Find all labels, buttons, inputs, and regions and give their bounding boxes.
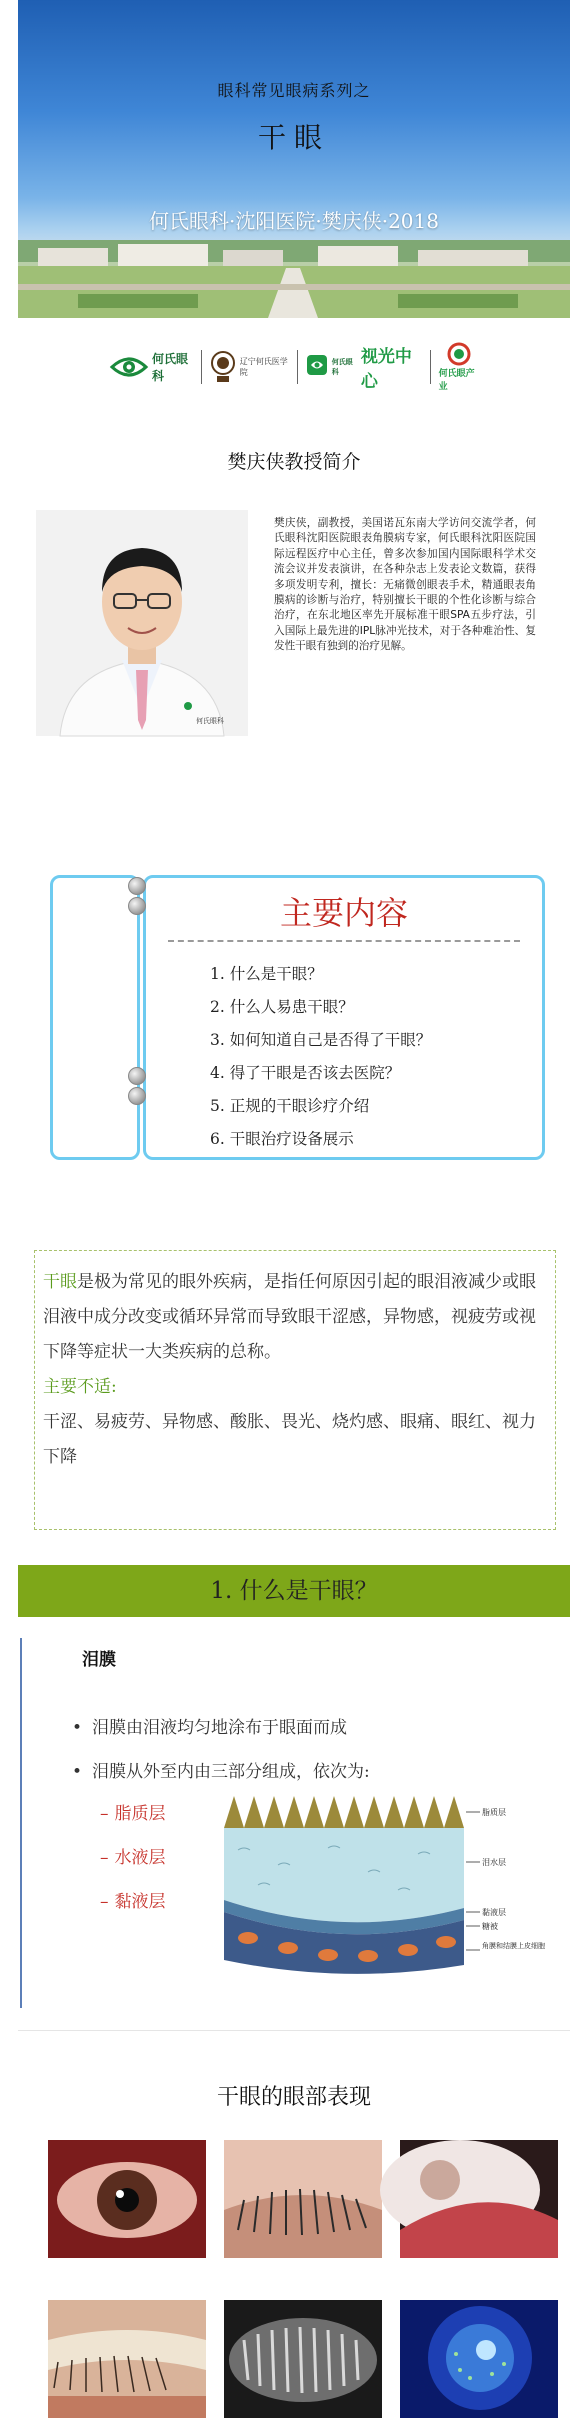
diagram-label: 脂质层 [482, 1808, 506, 1817]
layer-item: – 水液层 [100, 1836, 166, 1880]
manifestations-heading: 干眼的眼部表现 [216, 2085, 371, 2110]
tear-film-bullets [72, 1706, 370, 1794]
logo-small-label: 何氏眼科 [331, 358, 353, 376]
contents-item: 5. 正规的干眼诊疗介绍 [210, 1097, 370, 1115]
logo-label: 视光中心 [360, 347, 412, 392]
bullet-item: • 泪膜从外至内由三部分组成，依次为: [72, 1750, 370, 1794]
logo-label: 何氏眼产业 [438, 368, 475, 392]
eye-photo-red-eye [48, 2140, 206, 2258]
section-separator [18, 2030, 570, 2031]
eye-photo-lid-margin [48, 2300, 206, 2418]
professor-heading: 樊庆侠教授简介 [227, 451, 361, 473]
definition-text: 是极为常见的眼外疾病，是指任何原因引起的眼泪液减少或眼泪液中成分改变或循环异常而导致眼干涩感，异物感，视疲劳或视下降等症状一大类疾病的总称。 [43, 1272, 536, 1362]
hero-subtitle: 何氏眼科·沈阳医院·樊庆侠·2018 [149, 209, 439, 233]
diagram-label: 泪水层 [482, 1858, 506, 1867]
binder-ring-icon [128, 1067, 146, 1085]
logo-divider [201, 350, 202, 384]
binder-ring-icon [128, 1087, 146, 1105]
discomfort-text: 干涩、易疲劳、异物感、酸胀、畏光、烧灼感、眼痛、眼红、视力下降 [43, 1412, 536, 1467]
definition-term: 干眼 [43, 1272, 77, 1292]
tear-film-heading: 泪膜 [82, 1650, 116, 1670]
contents-item: 6. 干眼治疗设备展示 [210, 1130, 354, 1148]
contents-item: 4. 得了干眼是否该去医院？ [210, 1064, 401, 1082]
tear-film-layers [100, 1792, 166, 1924]
campus-image [18, 240, 570, 318]
eye-photo-meibography [224, 2300, 382, 2418]
contents-item: 1. 什么是干眼？ [210, 965, 323, 983]
eye-photo-lashes [224, 2140, 382, 2258]
diagram-label: 糖被 [482, 1922, 498, 1931]
tear-film-diagram [218, 1790, 545, 1985]
definition-paragraph [43, 1265, 549, 1370]
logo-divider [430, 350, 431, 384]
series-label: 眼科常见眼病系列之 [217, 81, 371, 100]
badge-label: 何氏眼科 [196, 717, 224, 725]
logo-label: 何氏眼科 [152, 352, 189, 383]
crest-logo-icon [210, 350, 236, 384]
contents-list [210, 958, 431, 1156]
eye-photo-fluorescein [400, 2300, 558, 2418]
section-title-bar: 1. 什么是干眼？ [18, 1565, 570, 1617]
discomfort-label: 主要不适: [43, 1377, 117, 1397]
eye-logo-icon [110, 354, 148, 380]
eye-photo-lid [400, 2140, 558, 2258]
diagram-label: 角膜和结膜上皮细胞 [482, 1942, 545, 1950]
hero-banner [18, 0, 570, 318]
contents-item: 3. 如何知道自己是否得了干眼？ [210, 1031, 432, 1049]
layer-item: – 脂质层 [100, 1792, 166, 1836]
logo-strip [110, 345, 480, 392]
contents-divider [168, 940, 520, 942]
bullet-item: • 泪膜由泪液均匀地涂布于眼面而成 [72, 1706, 370, 1750]
section-rule [20, 1638, 22, 2008]
industry-logo-icon [447, 343, 471, 365]
logo-vision-center [306, 342, 422, 392]
logo-label: 辽宁何氏医学院 [239, 357, 288, 377]
logo-heshi [110, 350, 193, 384]
contents-title: 主要内容 [279, 894, 408, 932]
vision-center-logo-icon [306, 354, 328, 380]
logo-divider [297, 350, 298, 384]
diagram-label: 黏液层 [482, 1908, 506, 1917]
contents-item: 2. 什么人易患干眼？ [210, 998, 354, 1016]
definition-box [34, 1250, 556, 1530]
professor-portrait [36, 510, 248, 736]
logo-academy [210, 350, 289, 384]
contents-left-panel [50, 875, 140, 1160]
page-title: 干眼 [257, 121, 330, 154]
professor-bio: 樊庆侠，副教授，美国诺瓦东南大学访问交流学者，何氏眼科沈阳医院眼表角膜病专家，何氏眼科沈阳医院国际远程医疗中心主任，曾多次参加国内国际眼科学术交流会议并发表演讲，在各种杂志上发表论文数篇，获得多项发明专利，擅长：无痛微创眼表手术，精通眼表角膜病的诊断与治疗，特别擅长干眼的个性化诊断与综合治疗，在东北地区率先开展标准干眼SPA五步疗法，引入国际上最先进的IPL脉冲光技术，对于各种难治性、复发性干眼有独到的治疗见解。 [274, 517, 536, 653]
logo-industry [439, 343, 480, 392]
layer-item: – 黏液层 [100, 1880, 166, 1924]
